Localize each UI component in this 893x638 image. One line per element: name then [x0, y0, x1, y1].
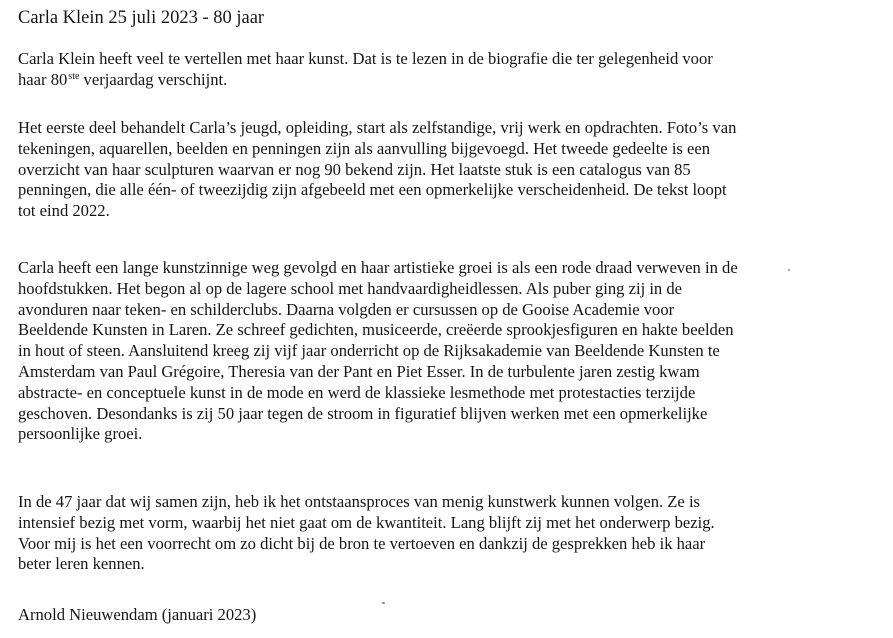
paragraph-line: tekeningen, aquarellen, beelden en penningen zijn als aanvulling bijgevoegd. Het tweede gedeelte is een	[18, 138, 711, 158]
paragraph-line: intensief bezig met vorm, waarbij het niet gaat om de kwantiteit. Lang blijft zij met het onderwerp bezig.	[18, 512, 715, 532]
paragraph-line: Voor mij is het een voorrecht om zo dicht bij de bron te vertoeven en dankzij de gesprekken heb ik haar	[18, 533, 706, 553]
paragraph-line: geschoven. Desondanks is zij 50 jaar tegen de stroom in figuratief blijven werken met een opmerkelijke	[18, 403, 708, 423]
paragraph-line: abstracte- en conceptuele kunst in de mode en werd de klassieke lesmethode met protestacties terzijde	[18, 382, 696, 402]
paragraph-line: hoofdstukken. Het begon al op de lagere school met handvaardigheidlessen. Als puber ging zij in de	[18, 278, 683, 298]
paragraph-line: overzicht van haar sculpturen waarvan er nog 90 bekend zijn. Het laatste stuk is een catalogus van 85	[18, 159, 691, 179]
intro-line-2-rest: verjaardag verschijnt.	[79, 69, 228, 89]
paragraph-development	[18, 258, 890, 445]
paragraph-line: Beeldende Kunsten in Laren. Ze schreef gedichten, musiceerde, creëerde sprookjesfiguren en hakte beelden	[18, 320, 734, 340]
paragraph-line: In de 47 jaar dat wij samen zijn, heb ik het ontstaansproces van menig kunstwerk kunnen volgen. Ze is	[18, 492, 701, 511]
intro-line-1: Carla Klein heeft veel te vertellen met haar kunst. Dat is te lezen in de biografie die ter gelegenheid voor	[18, 49, 713, 68]
paragraph-line: Amsterdam van Paul Grégoire, Theresia van der Pant en Piet Esser. In de turbulente jaren zestig kwam	[18, 361, 700, 381]
paragraph-line: Carla heeft een lange kunstzinnige weg gevolgd en haar artistieke groei is als een rode draad verweven in de	[18, 258, 738, 277]
intro-line-2	[18, 70, 890, 91]
paragraph-contents	[18, 118, 890, 222]
intro-paragraph	[18, 49, 890, 91]
paragraph-line: tot eind 2022.	[18, 201, 110, 221]
paragraph-line: persoonlijke groei.	[18, 424, 143, 444]
ordinal-superscript: ste	[68, 70, 80, 82]
scan-speck	[382, 602, 385, 604]
paragraph-personal	[18, 492, 890, 575]
paragraph-line: penningen, die alle één- of tweezijdig zijn afgebeeld met een opmerkelijke verscheidenheid. De tekst loopt	[18, 180, 727, 200]
paragraph-line: in hout of steen. Aansluitend kreeg zij vijf jaar onderricht op de Rijksakademie van Beeldende Kunsten te	[18, 341, 720, 361]
signature	[18, 605, 890, 626]
scan-speck	[788, 269, 790, 271]
paragraph-line: avonduren naar teken- en schilderclubs. Daarna volgden er cursussen op de Gooise Academie voor	[18, 299, 675, 319]
document-title: Carla Klein 25 juli 2023 - 80 jaar	[18, 8, 265, 28]
signature-text: Arnold Nieuwendam (januari 2023)	[18, 605, 257, 624]
paragraph-line: Het eerste deel behandelt Carla’s jeugd, opleiding, start als zelfstandige, vrij werk en opdrachten. Foto’s van	[18, 118, 737, 137]
paragraph-line: beter leren kennen.	[18, 554, 145, 574]
intro-line-2-text: haar 80	[18, 69, 68, 89]
